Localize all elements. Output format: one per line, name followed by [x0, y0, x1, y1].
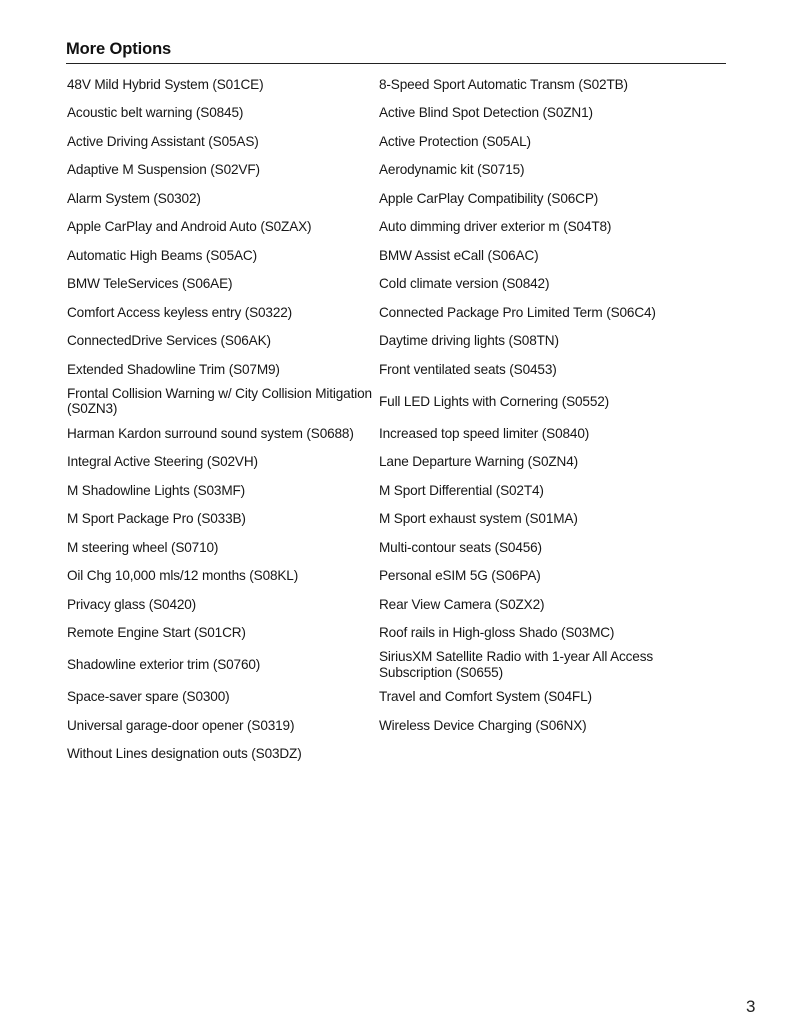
option-item: Harman Kardon surround sound system (S0688) [67, 425, 354, 441]
option-row [66, 298, 726, 327]
option-item: Connected Package Pro Limited Term (S06C4) [379, 304, 656, 320]
option-item: Extended Shadowline Trim (S07M9) [67, 361, 280, 377]
option-item: Alarm System (S0302) [67, 190, 201, 206]
option-item: Universal garage-door opener (S0319) [67, 717, 295, 733]
option-item: Shadowline exterior trim (S0760) [67, 657, 261, 672]
option-item: Frontal Collision Warning w/ City Collision Mitigation (S0ZN3) [67, 385, 372, 417]
options-list [66, 70, 726, 768]
option-item: Multi-contour seats (S0456) [379, 539, 542, 555]
option-item: Aerodynamic kit (S0715) [379, 162, 525, 177]
option-item: Front ventilated seats (S0453) [379, 361, 557, 377]
option-item: Personal eSIM 5G (S06PA) [379, 568, 541, 583]
option-item: Daytime driving lights (S08TN) [379, 333, 559, 348]
option-row [66, 711, 726, 740]
option-item: Acoustic belt warning (S0845) [67, 105, 244, 120]
option-row [66, 647, 726, 683]
option-item: Automatic High Beams (S05AC) [67, 247, 257, 263]
title-divider [66, 63, 726, 64]
option-item: Lane Departure Warning (S0ZN4) [379, 454, 578, 469]
option-row [66, 355, 726, 384]
option-row [66, 384, 726, 420]
option-item: M steering wheel (S0710) [67, 539, 219, 555]
option-item: Remote Engine Start (S01CR) [67, 625, 246, 640]
option-row [66, 99, 726, 128]
option-item: M Sport exhaust system (S01MA) [379, 511, 578, 526]
option-item: M Shadowline Lights (S03MF) [67, 482, 246, 498]
option-item: Increased top speed limiter (S0840) [379, 425, 590, 441]
option-item: Apple CarPlay Compatibility (S06CP) [379, 190, 599, 206]
option-row [66, 127, 726, 156]
option-item: Cold climate version (S0842) [379, 276, 550, 291]
option-row [66, 562, 726, 591]
option-row [66, 327, 726, 356]
option-row [66, 184, 726, 213]
option-row [66, 70, 726, 99]
option-item: Roof rails in High-gloss Shado (S03MC) [379, 625, 615, 640]
option-item: Space-saver spare (S0300) [67, 689, 230, 704]
option-row [66, 619, 726, 648]
option-item: Active Driving Assistant (S05AS) [67, 133, 259, 149]
option-item: 8-Speed Sport Automatic Transm (S02TB) [379, 76, 628, 92]
option-item: Auto dimming driver exterior m (S04T8) [379, 219, 612, 234]
option-row [66, 419, 726, 448]
option-item: M Sport Differential (S02T4) [379, 482, 544, 498]
option-row [66, 156, 726, 185]
option-item: Apple CarPlay and Android Auto (S0ZAX) [67, 219, 312, 234]
option-item: SiriusXM Satellite Radio with 1-year All Access Subscription (S0655) [379, 649, 653, 680]
option-item: Without Lines designation outs (S03DZ) [67, 746, 302, 761]
option-row [66, 683, 726, 712]
option-row [66, 270, 726, 299]
option-item: Adaptive M Suspension (S02VF) [67, 162, 260, 177]
option-item: Rear View Camera (S0ZX2) [379, 596, 545, 612]
page-number: 3 [746, 997, 756, 1016]
option-row [66, 213, 726, 242]
option-row [66, 476, 726, 505]
option-item: 48V Mild Hybrid System (S01CE) [67, 76, 264, 92]
option-row [66, 533, 726, 562]
option-row [66, 590, 726, 619]
option-item: Active Protection (S05AL) [379, 133, 531, 149]
option-row [66, 505, 726, 534]
option-item: Integral Active Steering (S02VH) [67, 454, 258, 469]
option-item: Comfort Access keyless entry (S0322) [67, 304, 293, 320]
option-row [66, 241, 726, 270]
option-item: Travel and Comfort System (S04FL) [379, 689, 592, 704]
option-item: Full LED Lights with Cornering (S0552) [379, 393, 610, 409]
option-item: BMW Assist eCall (S06AC) [379, 247, 539, 263]
option-row [66, 448, 726, 477]
option-item: Wireless Device Charging (S06NX) [379, 717, 587, 733]
option-item: ConnectedDrive Services (S06AK) [67, 333, 271, 348]
option-item: BMW TeleServices (S06AE) [67, 276, 233, 291]
page-title: More Options [66, 40, 172, 58]
option-item: Privacy glass (S0420) [67, 596, 197, 612]
option-row [66, 740, 726, 769]
option-item: M Sport Package Pro (S033B) [67, 511, 246, 526]
option-item: Oil Chg 10,000 mls/12 months (S08KL) [67, 568, 299, 583]
option-item: Active Blind Spot Detection (S0ZN1) [379, 105, 593, 120]
